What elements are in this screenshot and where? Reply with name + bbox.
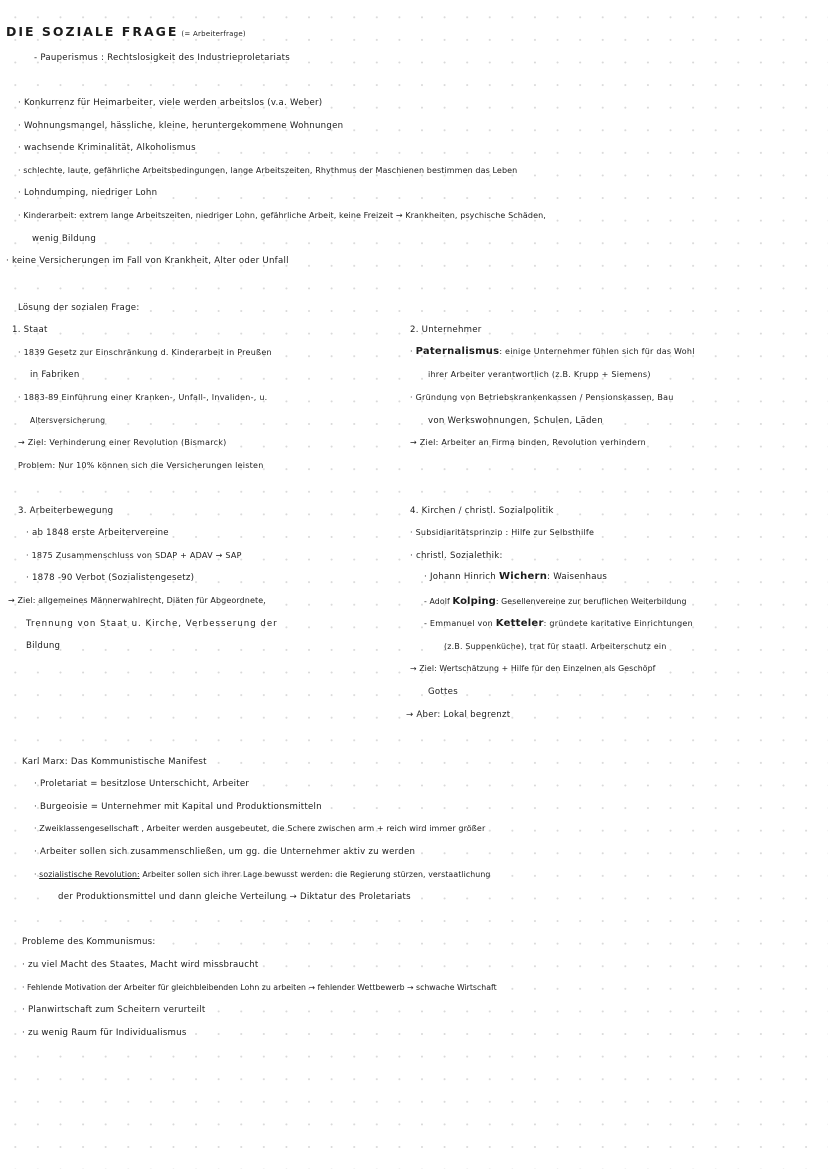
arbeiterbewegung-line: · ab 1848 erste Arbeitervereine bbox=[26, 528, 169, 538]
marx-line: · Burgeoisie = Unternehmer mit Kapital und Produktionsmitteln bbox=[34, 802, 322, 812]
staat-line: Problem: Nur 10% können sich die Versicherungen leisten bbox=[18, 461, 264, 470]
ketteler-post: : gründete karitative Einrichtungen bbox=[543, 619, 693, 628]
kommunismus-heading: Probleme des Kommunismus: bbox=[22, 937, 156, 947]
problem-item: · schlechte, laute, gefährliche Arbeitsbedingungen, lange Arbeitszeiten, Rhythmus der Maschienen bestimmen das Leben bbox=[18, 166, 518, 175]
problem-item: · wachsende Kriminalität, Alkoholismus bbox=[18, 143, 196, 153]
unternehmer-line-1 bbox=[410, 346, 695, 358]
wichern-post: : Waisenhaus bbox=[547, 572, 608, 582]
wichern-line bbox=[424, 571, 607, 583]
marx-revolution-line bbox=[34, 869, 490, 881]
ketteler-line bbox=[424, 618, 693, 630]
kolping-name: Kolping bbox=[452, 596, 496, 607]
title-main: DIE SOZIALE FRAGE bbox=[6, 24, 179, 39]
kirchen-line: Gottes bbox=[428, 687, 458, 697]
problem-item: · Kinderarbeit: extrem lange Arbeitszeiten, niedriger Lohn, gefährliche Arbeit, keine Freizeit → Krankheiten, psychische Schäden, bbox=[18, 211, 546, 220]
staat-line: → Ziel: Verhinderung einer Revolution (Bismarck) bbox=[18, 438, 227, 447]
kolping-pre: - Adolf bbox=[424, 597, 453, 606]
marx-line: · Arbeiter sollen sich zusammenschließen, um gg. die Unternehmer aktiv zu werden bbox=[34, 847, 416, 857]
unternehmer-line: · Gründung von Betriebskrankenkassen / Pensionskassen, Bau bbox=[410, 393, 674, 402]
arbeiterbewegung-heading: 3. Arbeiterbewegung bbox=[18, 506, 114, 516]
arbeiterbewegung-line: Trennung von Staat u. Kirche, Verbesserung der bbox=[26, 619, 278, 629]
staat-line: · 1883-89 Einführung einer Kranken-, Unfall-, Invaliden-, u. bbox=[18, 393, 268, 402]
arbeiterbewegung-line: · 1878 -90 Verbot (Sozialistengesetz) bbox=[26, 573, 195, 583]
problem-item: · Lohndumping, niedriger Lohn bbox=[18, 188, 158, 198]
bullet: · bbox=[410, 347, 416, 356]
unternehmer-heading: 2. Unternehmer bbox=[410, 325, 482, 335]
kolping-line bbox=[424, 596, 687, 608]
marx-line: · Proletariat = besitzlose Unterschicht, Arbeiter bbox=[34, 779, 250, 789]
arbeiterbewegung-line: → Ziel: allgemeines Männerwahlrecht, Diäten für Abgeordnete, bbox=[8, 596, 266, 605]
kommunismus-line: · Planwirtschaft zum Scheitern verurteilt bbox=[22, 1005, 206, 1015]
title-sub: (= Arbeiterfrage) bbox=[181, 30, 246, 38]
staat-line: in Fabriken bbox=[30, 370, 80, 380]
problem-item: · Konkurrenz für Heimarbeiter, viele werden arbeitslos (v.a. Weber) bbox=[18, 98, 323, 108]
kommunismus-line: · zu viel Macht des Staates, Macht wird missbraucht bbox=[22, 960, 259, 970]
unternehmer-line: → Ziel: Arbeiter an Firma binden, Revolution verhindern bbox=[410, 438, 646, 447]
marx-line: der Produktionsmittel und dann gleiche Verteilung → Diktatur des Proletariats bbox=[58, 892, 411, 902]
kirchen-line: → Aber: Lokal begrenzt bbox=[406, 710, 511, 720]
ketteler-name: Ketteler bbox=[495, 618, 544, 629]
kommunismus-line: · zu wenig Raum für Individualismus bbox=[22, 1028, 187, 1038]
kirchen-line: · christl. Sozialethik: bbox=[410, 551, 503, 561]
page-title bbox=[6, 26, 246, 40]
kirchen-heading: 4. Kirchen / christl. Sozialpolitik bbox=[410, 506, 554, 516]
staat-line: Altersversicherung bbox=[30, 416, 106, 425]
arbeiterbewegung-line: Bildung bbox=[26, 641, 61, 651]
problem-item: · keine Versicherungen im Fall von Krankheit, Alter oder Unfall bbox=[6, 256, 289, 266]
kirchen-line: · Subsidiaritätsprinzip : Hilfe zur Selbsthilfe bbox=[410, 528, 595, 537]
arbeiterbewegung-line: · 1875 Zusammenschluss von SDAP + ADAV → SAP bbox=[26, 551, 242, 560]
intro-line: - Pauperismus : Rechtslosigkeit des Industrieproletariats bbox=[34, 53, 290, 63]
wichern-name: Wichern bbox=[498, 571, 548, 582]
marx-heading: Karl Marx: Das Kommunistische Manifest bbox=[22, 757, 207, 767]
revolution-label: sozialistische Revolution: bbox=[39, 870, 140, 879]
revolution-text: Arbeiter sollen sich ihrer Lage bewusst werden: die Regierung stürzen, verstaatlichung bbox=[139, 870, 491, 879]
paternalismus-term: Paternalismus bbox=[415, 346, 500, 357]
problem-item-cont: wenig Bildung bbox=[32, 234, 97, 244]
unternehmer-line: von Werkswohnungen, Schulen, Läden bbox=[428, 416, 603, 426]
bullet: · bbox=[34, 870, 40, 879]
ketteler-pre: - Emmanuel von bbox=[424, 619, 496, 628]
wichern-pre: · Johann Hinrich bbox=[424, 572, 499, 582]
staat-line: · 1839 Gesetz zur Einschränkung d. Kinderarbeit in Preußen bbox=[18, 348, 272, 357]
problem-item: · Wohnungsmangel, hässliche, kleine, heruntergekommene Wohnungen bbox=[18, 121, 344, 131]
kirchen-line: (z.B. Suppenküche), trat für staatl. Arbeiterschutz ein bbox=[444, 642, 667, 651]
kommunismus-line: · Fehlende Motivation der Arbeiter für gleichbleibenden Lohn zu arbeiten → fehlender Wettbewerb → schwache Wirtschaft bbox=[22, 983, 497, 992]
paternalismus-text: : einige Unternehmer fühlen sich für das Wohl bbox=[499, 347, 695, 356]
unternehmer-line: ihrer Arbeiter verantwortlich (z.B. Krupp + Siemens) bbox=[428, 370, 651, 379]
staat-heading: 1. Staat bbox=[12, 325, 48, 335]
marx-line: · Zweiklassengesellschaft , Arbeiter werden ausgebeutet, die Schere zwischen arm + reich wird immer größer bbox=[34, 824, 486, 833]
solution-heading: Lösung der sozialen Frage: bbox=[18, 303, 140, 313]
kolping-post: : Gesellenvereine zur beruflichen Weiterbildung bbox=[495, 597, 687, 606]
kirchen-line: → Ziel: Wertschätzung + Hilfe für den Einzelnen als Geschöpf bbox=[410, 664, 656, 673]
